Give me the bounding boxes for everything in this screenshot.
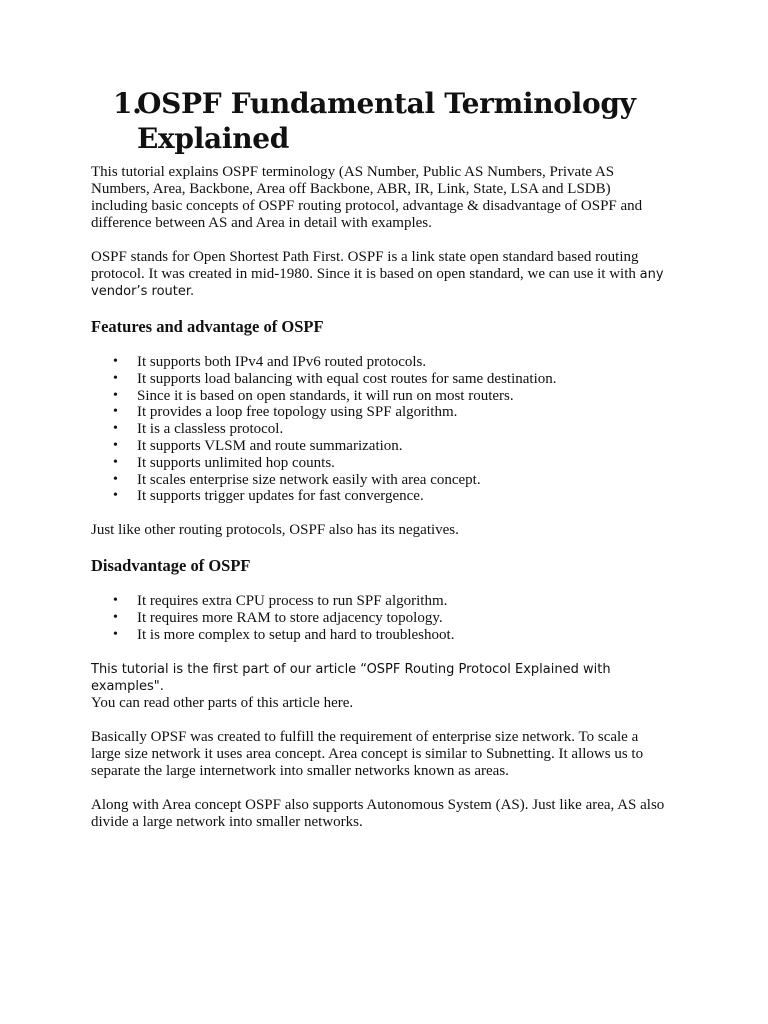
list-item: • It supports VLSM and route summarization. <box>137 438 671 455</box>
page-title <box>113 86 673 156</box>
features-heading: Features and advantage of OSPF <box>91 317 324 336</box>
definition-text: OSPF stands for Open Shortest Path First. OSPF is a link state open standard based routing protocol. It was created in mid-1980. Since it is based on open standard, we can use it with <box>91 249 639 282</box>
title-line-2: Explained <box>137 122 290 155</box>
definition-tail: any vendor’s router. <box>91 267 664 299</box>
list-item: • It supports both IPv4 and IPv6 routed protocols. <box>137 354 671 371</box>
list-item: • It is more complex to setup and hard to troubleshoot. <box>137 627 671 644</box>
list-item: • It requires more RAM to store adjacency topology. <box>137 610 671 627</box>
list-item: • It supports unlimited hop counts. <box>137 455 671 472</box>
list-item: • It supports load balancing with equal cost routes for same destination. <box>137 371 671 388</box>
title-line-1: OSPF Fundamental Terminology <box>137 87 636 120</box>
list-item: • It is a classless protocol. <box>137 421 671 438</box>
list-item: • It provides a loop free topology using SPF algorithm. <box>137 404 671 421</box>
series-paragraph <box>91 661 671 712</box>
list-item: • Since it is based on open standards, it will run on most routers. <box>137 388 671 405</box>
list-item: • It requires extra CPU process to run SPF algorithm. <box>137 593 671 610</box>
area-paragraph: Basically OPSF was created to fulfill the requirement of enterprise size network. To scale a large size network it uses area concept. Area concept is similar to Subnetting. It allows us to separate the large internetwork into smaller networks known as areas. <box>91 728 644 779</box>
document-body <box>91 164 671 848</box>
intro-paragraph: This tutorial explains OSPF terminology (AS Number, Public AS Numbers, Private AS Numbers, Area, Backbone, Area off Backbone, ABR, IR, Link, State, LSA and LSDB) including basic concepts of OSPF routing protocol, advantage & disadvantage of OSPF and difference between AS and Area in detail with examples. <box>91 164 643 231</box>
title-number: 1. <box>113 87 142 120</box>
as-paragraph: Along with Area concept OSPF also supports Autonomous System (AS). Just like area, AS also divide a large network into smaller networks. <box>91 796 665 830</box>
list-item: • It supports trigger updates for fast convergence. <box>137 488 671 505</box>
negatives-paragraph: Just like other routing protocols, OSPF also has its negatives. <box>91 522 459 539</box>
list-item: • It scales enterprise size network easily with area concept. <box>137 472 671 489</box>
disadvantages-heading: Disadvantage of OSPF <box>91 556 251 576</box>
series-lead: This tutorial is the first part of our article “OSPF Routing Protocol Explained with examples". <box>91 661 611 694</box>
features-list <box>91 354 671 505</box>
series-rest: You can read other parts of this article here. <box>91 694 354 711</box>
disadvantages-list <box>91 593 671 643</box>
definition-paragraph <box>91 249 671 300</box>
